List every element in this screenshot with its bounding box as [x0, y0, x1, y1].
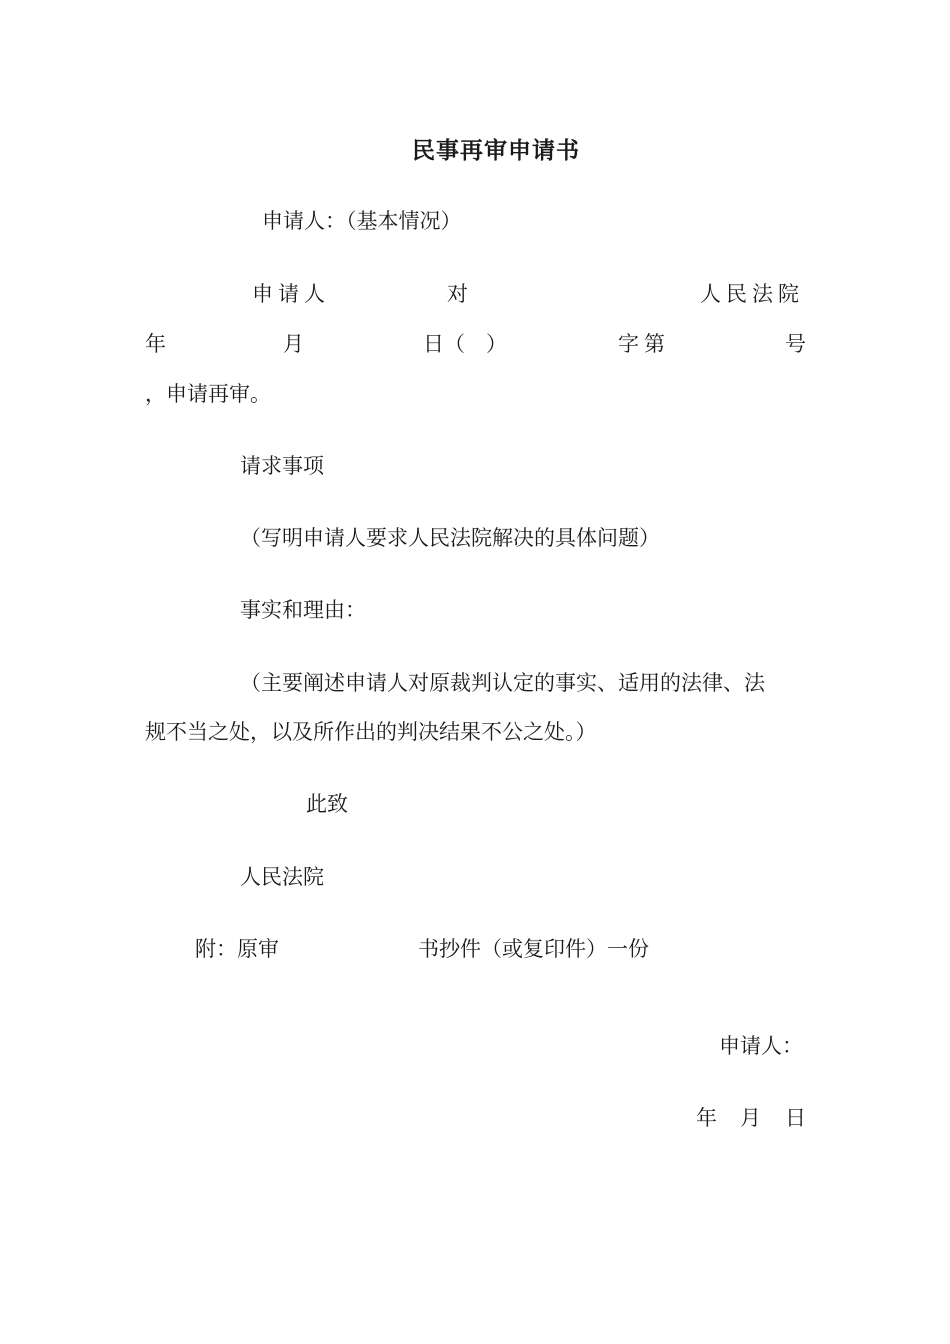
intro-zi-di: 字第 [618, 332, 670, 356]
intro-hao: 号 [785, 332, 806, 356]
intro-court: 人民法院 [700, 282, 804, 306]
date-nian: 年 [696, 1106, 717, 1130]
salutation: 此致 [306, 792, 348, 816]
document-title: 民事再审申请书 [412, 137, 580, 164]
date-yue: 月 [740, 1106, 761, 1130]
attachment-rest: 书抄件（或复印件）一份 [418, 937, 649, 961]
claims-heading: 请求事项 [240, 454, 324, 478]
intro-yue: 月 [283, 332, 304, 356]
facts-heading: 事实和理由： [240, 598, 366, 622]
date-ri: 日 [785, 1106, 806, 1130]
intro-tail: ，申请再审。 [145, 382, 271, 406]
applicant-info-line: 申请人：（基本情况） [262, 209, 462, 233]
facts-hint-line1: （主要阐述申请人对原裁判认定的事实、适用的法律、法 [240, 671, 765, 695]
intro-nian: 年 [145, 332, 166, 356]
intro-ri-paren: 日（ ） [423, 332, 507, 356]
facts-hint-line2: 规不当之处，以及所作出的判决结果不公之处。） [145, 720, 597, 744]
recipient-court: 人民法院 [240, 865, 324, 889]
attachment-label: 附：原审 [195, 937, 279, 961]
intro-applicant: 申请人 [252, 282, 330, 306]
signature-label: 申请人： [719, 1034, 803, 1058]
claims-hint: （写明申请人要求人民法院解决的具体问题） [240, 526, 660, 550]
intro-dui: 对 [447, 282, 468, 306]
